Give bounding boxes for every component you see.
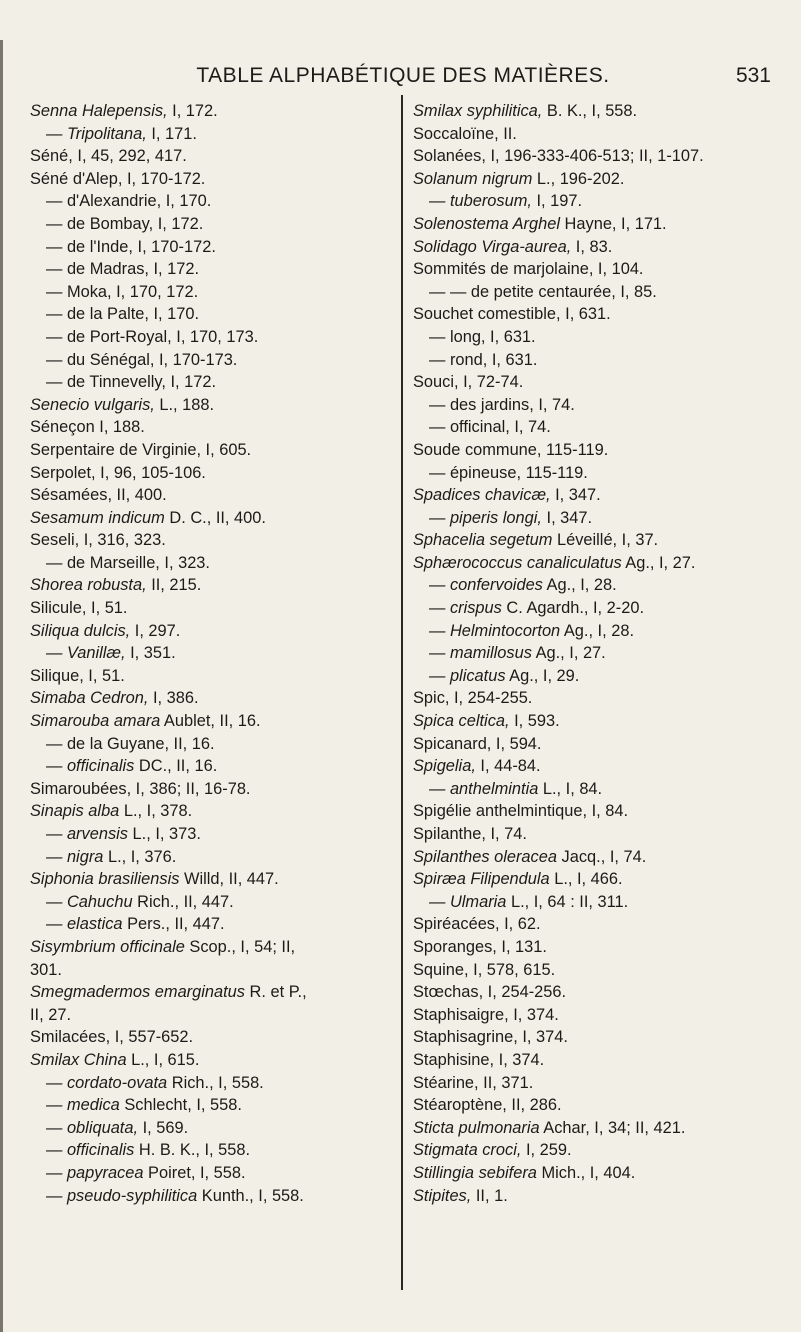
index-entry <box>413 1185 788 1208</box>
entry-reference: Sésamées, II, 400. <box>30 486 167 505</box>
entry-reference: I, 171. <box>146 124 197 143</box>
entry-term: — Helmintocorton <box>429 621 561 640</box>
entry-reference: Spilanthe, I, 74. <box>413 825 527 843</box>
index-entry <box>413 507 788 530</box>
entry-term: Solanum nigrum <box>413 169 533 188</box>
entry-reference: — du Sénégal, I, 170-173. <box>46 350 238 369</box>
entry-reference: L., 188. <box>154 395 215 414</box>
index-entry <box>413 1117 788 1140</box>
index-entry <box>30 371 392 394</box>
entry-reference: Ag., I, 27. <box>621 553 696 572</box>
index-entry <box>413 439 788 462</box>
index-entry <box>30 168 392 191</box>
index-entry <box>413 1004 788 1027</box>
index-entry <box>413 936 788 959</box>
entry-reference: Séneçon I, 188. <box>30 418 145 437</box>
entry-reference: Sporanges, I, 131. <box>413 937 547 956</box>
index-entry <box>30 936 392 959</box>
entry-reference: Rich., II, 447. <box>132 892 234 911</box>
entry-term: — cordato-ovata <box>46 1073 168 1092</box>
entry-reference: Ag., I, 28. <box>560 621 634 640</box>
entry-term: — confervoides <box>429 576 543 595</box>
entry-reference: — rond, I, 631. <box>429 350 538 369</box>
entry-reference: Séné d'Alep, I, 170-172. <box>30 169 206 188</box>
index-entry <box>413 1162 788 1185</box>
index-entry <box>30 755 392 778</box>
entry-reference: Hayne, I, 171. <box>560 214 667 233</box>
entry-reference: Spic, I, 254-255. <box>413 689 533 708</box>
entry-reference: L., 196-202. <box>532 169 625 188</box>
index-entry <box>413 371 788 394</box>
index-entry <box>30 574 392 597</box>
entry-reference: Silicule, I, 51. <box>30 599 128 618</box>
entry-term: Spilanthes oleracea <box>413 847 557 866</box>
entry-term: Spadices chavicæ, <box>413 486 551 505</box>
index-entry <box>30 281 392 304</box>
entry-reference: Squine, I, 578, 615. <box>413 960 556 979</box>
index-entry <box>30 687 392 710</box>
entry-term: Spiræa Filipendula <box>413 870 550 889</box>
entry-term: Stillingia sebifera <box>413 1163 537 1182</box>
entry-term: Smilax syphilitica, <box>413 102 543 120</box>
entry-term: — piperis longi, <box>429 508 542 527</box>
entry-reference: — de la Guyane, II, 16. <box>46 734 215 753</box>
entry-term: Simarouba amara <box>30 712 161 731</box>
entry-term: — officinalis <box>46 1141 135 1160</box>
index-entry <box>30 846 392 869</box>
entry-reference: — de l'Inde, I, 170-172. <box>46 237 216 256</box>
index-entry <box>30 462 392 485</box>
page-number: 531 <box>735 64 771 87</box>
index-entry <box>413 1026 788 1049</box>
index-entry <box>413 687 788 710</box>
entry-term: — mamillosus <box>429 644 532 663</box>
entry-reference: L., I, 466. <box>549 870 623 889</box>
entry-reference: C. Agardh., I, 2-20. <box>501 599 645 618</box>
index-entry <box>30 1185 392 1208</box>
entry-reference: Léveillé, I, 37. <box>552 531 659 550</box>
index-column-right <box>413 100 788 1207</box>
index-entry <box>413 981 788 1004</box>
entry-reference: L., I, 373. <box>127 825 201 843</box>
entry-reference: Poiret, I, 558. <box>143 1163 246 1182</box>
entry-reference: L., I, 64 : II, 311. <box>506 892 629 911</box>
entry-reference: 301. <box>30 960 62 979</box>
index-entry <box>30 1049 392 1072</box>
entry-term: Siliqua dulcis, <box>30 621 131 640</box>
entry-reference: Stéaroptène, II, 286. <box>413 1096 562 1115</box>
entry-reference: II, 1. <box>471 1186 508 1205</box>
entry-reference: Souchet comestible, I, 631. <box>413 305 611 324</box>
entry-reference: Staphisaigre, I, 374. <box>413 1005 559 1024</box>
entry-term: — plicatus <box>429 666 506 685</box>
index-entry <box>30 620 392 643</box>
index-entry <box>413 1139 788 1162</box>
entry-reference: — de Port-Royal, I, 170, 173. <box>46 327 259 346</box>
entry-reference: Stœchas, I, 254-256. <box>413 983 567 1002</box>
index-entry <box>413 168 788 191</box>
entry-term: — obliquata, <box>46 1118 139 1137</box>
entry-term: Solenostema Arghel <box>413 214 560 233</box>
index-entry <box>30 1162 392 1185</box>
column-divider <box>401 95 403 1290</box>
index-entry <box>413 303 788 326</box>
entry-term: Simaba Cedron, <box>30 689 149 708</box>
index-entry <box>413 123 788 146</box>
index-entry <box>30 642 392 665</box>
entry-term: — Tripolitana, <box>46 124 147 143</box>
entry-reference: I, 297. <box>130 621 181 640</box>
entry-reference: Spiréacées, I, 62. <box>413 915 541 934</box>
index-entry <box>413 574 788 597</box>
index-entry <box>413 484 788 507</box>
entry-term: — Ulmaria <box>429 892 507 911</box>
index-entry <box>413 642 788 665</box>
index-entry <box>413 597 788 620</box>
index-entry <box>413 236 788 259</box>
entry-reference: Ag., I, 29. <box>505 666 580 685</box>
entry-term: — pseudo-syphilitica <box>46 1186 198 1205</box>
index-entry <box>30 1139 392 1162</box>
entry-reference: Soccaloïne, II. <box>413 124 517 143</box>
index-entry <box>413 755 788 778</box>
index-entry <box>413 552 788 575</box>
entry-term: Sisymbrium officinale <box>30 937 185 956</box>
entry-reference: — de Bombay, I, 172. <box>46 214 204 233</box>
entry-term: Sphærococcus canaliculatus <box>413 553 622 572</box>
index-entry <box>30 439 392 462</box>
index-entry <box>413 1049 788 1072</box>
entry-term: — papyracea <box>46 1163 144 1182</box>
entry-reference: Simaroubées, I, 386; II, 16-78. <box>30 779 251 798</box>
entry-reference: I, 172. <box>167 102 218 120</box>
entry-reference: Serpentaire de Virginie, I, 605. <box>30 440 252 459</box>
index-entry <box>413 1072 788 1095</box>
index-entry <box>413 258 788 281</box>
entry-reference: — de Madras, I, 172. <box>46 260 200 279</box>
index-entry <box>30 484 392 507</box>
entry-reference: Rich., I, 558. <box>167 1073 264 1092</box>
entry-reference: D. C., II, 400. <box>164 508 266 527</box>
entry-reference: Staphisagrine, I, 374. <box>413 1028 568 1047</box>
entry-reference: I, 351. <box>125 644 176 663</box>
entry-reference: B. K., I, 558. <box>542 102 638 120</box>
entry-term: Senecio vulgaris, <box>30 395 155 414</box>
entry-term: Senna Halepensis, <box>30 102 168 120</box>
index-entry <box>30 326 392 349</box>
index-entry <box>413 213 788 236</box>
entry-reference: Spicanard, I, 594. <box>413 734 542 753</box>
entry-reference: Stéarine, II, 371. <box>413 1073 534 1092</box>
entry-reference: Smilacées, I, 557-652. <box>30 1028 194 1047</box>
entry-reference: I, 83. <box>571 237 613 256</box>
entry-reference: Soude commune, 115-119. <box>413 440 609 459</box>
entry-reference: L., I, 378. <box>119 802 193 821</box>
index-entry <box>413 710 788 733</box>
entry-reference: I, 593. <box>509 712 560 731</box>
entry-reference: II, 215. <box>146 576 202 595</box>
index-entry <box>30 959 392 982</box>
entry-term: Siphonia brasiliensis <box>30 870 180 889</box>
entry-term: Solidago Virga-aurea, <box>413 237 572 256</box>
entry-reference: Souci, I, 72-74. <box>413 373 524 392</box>
entry-term: — officinalis <box>46 757 135 776</box>
index-entry <box>413 778 788 801</box>
entry-reference: I, 197. <box>531 192 583 211</box>
index-entry <box>30 529 392 552</box>
entry-reference: — long, I, 631. <box>429 327 536 346</box>
index-entry <box>30 710 392 733</box>
entry-reference: Ag., I, 27. <box>531 644 606 663</box>
entry-term: — anthelmintia <box>429 779 539 798</box>
entry-reference: I, 347. <box>541 508 593 527</box>
entry-reference: I, 569. <box>138 1118 189 1137</box>
entry-reference: Serpolet, I, 96, 105-106. <box>30 463 206 482</box>
entry-reference: — officinal, I, 74. <box>429 418 551 437</box>
index-entry <box>413 190 788 213</box>
entry-reference: Aublet, II, 16. <box>160 712 261 731</box>
entry-reference: II, 27. <box>30 1005 72 1024</box>
entry-reference: Mich., I, 404. <box>536 1163 636 1182</box>
entry-reference: L., I, 615. <box>126 1050 200 1069</box>
index-entry <box>30 416 392 439</box>
entry-term: Spica celtica, <box>413 712 510 731</box>
index-entry <box>30 823 392 846</box>
index-entry <box>30 800 392 823</box>
page-header <box>0 64 801 90</box>
entry-reference: Staphisine, I, 374. <box>413 1050 545 1069</box>
entry-term: Shorea robusta, <box>30 576 147 595</box>
index-entry <box>413 100 788 123</box>
index-entry <box>30 190 392 213</box>
entry-reference: — d'Alexandrie, I, 170. <box>46 192 212 211</box>
index-entry <box>413 145 788 168</box>
index-entry <box>413 891 788 914</box>
entry-reference: Sommités de marjolaine, I, 104. <box>413 260 644 279</box>
entry-term: — Vanillæ, <box>46 644 126 663</box>
entry-reference: Solanées, I, 196-333-406-513; II, 1-107. <box>413 147 704 166</box>
index-entry <box>30 913 392 936</box>
entry-term: Sphacelia segetum <box>413 531 553 550</box>
page-edge-shadow <box>0 40 3 1332</box>
entry-reference: L., I, 376. <box>103 847 177 866</box>
index-entry <box>30 100 392 123</box>
entry-term: — nigra <box>46 847 104 866</box>
entry-term: Smegmadermos emarginatus <box>30 983 245 1002</box>
index-entry <box>30 733 392 756</box>
entry-term: — elastica <box>46 915 123 934</box>
entry-reference: Ag., I, 28. <box>542 576 617 595</box>
index-entry <box>30 778 392 801</box>
index-entry <box>413 959 788 982</box>
index-entry <box>30 597 392 620</box>
entry-term: — Cahuchu <box>46 892 133 911</box>
index-entry <box>413 620 788 643</box>
index-entry <box>30 349 392 372</box>
index-entry <box>30 1026 392 1049</box>
index-entry <box>413 529 788 552</box>
index-entry <box>413 846 788 869</box>
entry-reference: Spigélie anthelmintique, I, 84. <box>413 802 629 821</box>
index-entry <box>413 665 788 688</box>
entry-reference: — Moka, I, 170, 172. <box>46 282 199 301</box>
index-entry <box>413 733 788 756</box>
entry-reference: Séné, I, 45, 292, 417. <box>30 147 187 166</box>
entry-reference: Silique, I, 51. <box>30 666 125 685</box>
entry-reference: Willd, II, 447. <box>179 870 279 889</box>
index-entry <box>413 416 788 439</box>
index-entry <box>30 1072 392 1095</box>
entry-reference: — de la Palte, I, 170. <box>46 305 200 324</box>
entry-reference: — des jardins, I, 74. <box>429 395 575 414</box>
entry-term: Smilax China <box>30 1050 127 1069</box>
index-entry <box>30 868 392 891</box>
index-entry <box>30 507 392 530</box>
index-entry <box>30 981 392 1004</box>
entry-reference: I, 386. <box>148 689 199 708</box>
index-entry <box>30 1117 392 1140</box>
entry-reference: DC., II, 16. <box>134 757 218 776</box>
entry-reference: L., I, 84. <box>538 779 603 798</box>
index-column-left <box>30 100 392 1207</box>
index-entry <box>30 258 392 281</box>
entry-term: Stigmata croci, <box>413 1141 522 1160</box>
index-entry <box>413 800 788 823</box>
index-entry <box>30 123 392 146</box>
index-entry <box>413 281 788 304</box>
index-entry <box>413 394 788 417</box>
entry-reference: R. et P., <box>245 983 307 1002</box>
entry-term: — crispus <box>429 599 502 618</box>
entry-reference: Jacq., I, 74. <box>556 847 647 866</box>
entry-reference: — de Marseille, I, 323. <box>46 553 210 572</box>
entry-term: — tuberosum, <box>429 192 532 211</box>
index-entry <box>413 868 788 891</box>
entry-term: Sticta pulmonaria <box>413 1118 540 1137</box>
index-entry <box>413 1094 788 1117</box>
entry-term: Sinapis alba <box>30 802 120 821</box>
entry-reference: Scop., I, 54; II, <box>184 937 296 956</box>
entry-reference: H. B. K., I, 558. <box>134 1141 251 1160</box>
index-entry <box>30 1004 392 1027</box>
entry-term: Sesamum indicum <box>30 508 165 527</box>
index-entry <box>30 394 392 417</box>
index-entry <box>413 913 788 936</box>
index-entry <box>413 462 788 485</box>
index-entry <box>30 1094 392 1117</box>
index-entry <box>30 665 392 688</box>
page-title: TABLE ALPHABÉTIQUE DES MATIÈRES. <box>196 64 610 87</box>
index-entry <box>30 552 392 575</box>
entry-reference: Schlecht, I, 558. <box>119 1096 242 1115</box>
index-entry <box>30 213 392 236</box>
entry-term: — arvensis <box>46 825 128 843</box>
entry-reference: I, 347. <box>550 486 601 505</box>
index-entry <box>30 236 392 259</box>
entry-reference: Achar, I, 34; II, 421. <box>539 1118 686 1137</box>
index-entry <box>413 349 788 372</box>
index-entry <box>413 326 788 349</box>
index-entry <box>413 823 788 846</box>
entry-reference: Seseli, I, 316, 323. <box>30 531 166 550</box>
index-entry <box>30 145 392 168</box>
entry-reference: Kunth., I, 558. <box>197 1186 304 1205</box>
entry-term: Spigelia, <box>413 757 476 776</box>
entry-reference: Pers., II, 447. <box>122 915 225 934</box>
entry-reference: — épineuse, 115-119. <box>429 463 588 482</box>
entry-reference: — de Tinnevelly, I, 172. <box>46 373 217 392</box>
entry-reference: I, 259. <box>521 1141 572 1160</box>
entry-term: — medica <box>46 1096 120 1115</box>
index-entry <box>30 891 392 914</box>
entry-reference: I, 44-84. <box>475 757 541 776</box>
entry-term: Stipites, <box>413 1186 472 1205</box>
entry-reference: — — de petite centaurée, I, 85. <box>429 282 657 301</box>
index-entry <box>30 303 392 326</box>
